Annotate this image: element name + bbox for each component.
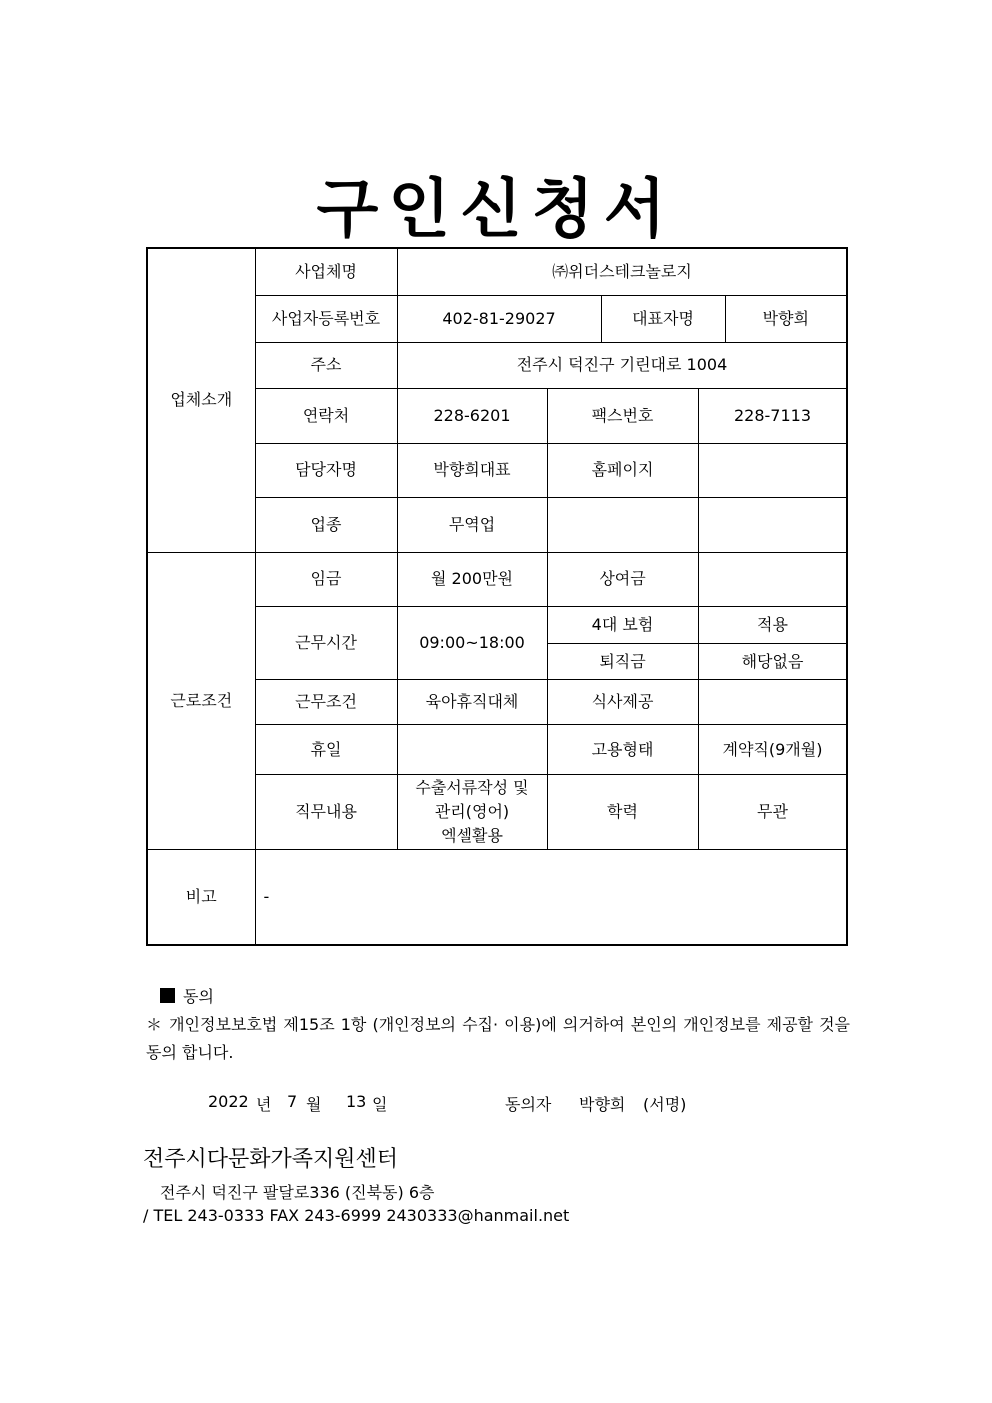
company-name-label: 사업체명	[255, 248, 397, 295]
severance-value: 해당없음	[698, 644, 847, 680]
meal-label: 식사제공	[547, 680, 698, 725]
sign-day-unit: 일	[372, 1095, 388, 1114]
organization-name: 전주시다문화가족지원센터	[143, 1147, 399, 1172]
industry-extra-empty	[547, 497, 698, 552]
consent-text: ＊ 개인정보보호법 제15조 1항 (개인정보의 수집· 이용)에 의거하여 본인의 개인정보를 제공할 것을 동의 합니다.	[146, 1015, 850, 1062]
reg-no-value: 402-81-29027	[398, 296, 602, 342]
holiday-label: 휴일	[255, 725, 397, 775]
sign-month: 7	[287, 1092, 298, 1111]
address-value: 전주시 덕진구 기린대로 1004	[397, 342, 847, 388]
work-cond-label: 근무조건	[255, 680, 397, 725]
sign-year: 2022	[208, 1092, 249, 1111]
consent-heading-text: 동의	[183, 987, 214, 1006]
severance-label: 퇴직금	[547, 644, 698, 680]
consent-section	[146, 984, 850, 1067]
work-cond-value: 육아휴직대체	[397, 680, 547, 725]
organization-address: 전주시 덕진구 팔달로336 (진북동) 6층	[160, 1183, 435, 1202]
ceo-value: 박향희	[762, 308, 809, 328]
ceo-label: 대표자명	[602, 296, 726, 342]
meal-value	[698, 680, 847, 725]
wage-value: 월 200만원	[397, 552, 547, 606]
homepage-value	[698, 443, 847, 497]
homepage-label: 홈페이지	[547, 443, 698, 497]
black-square-icon	[160, 988, 175, 1003]
education-value: 무관	[698, 775, 847, 850]
consent-heading	[160, 984, 850, 1007]
insurance-label: 4대 보험	[547, 606, 698, 643]
sign-day: 13	[346, 1092, 367, 1111]
education-label: 학력	[547, 775, 698, 850]
duty-line: 수출서류작성 및	[415, 778, 529, 798]
duty-value	[397, 775, 547, 850]
reg-no-label: 사업자등록번호	[255, 295, 397, 342]
hours-value: 09:00~18:00	[397, 606, 547, 679]
bonus-label: 상여금	[547, 552, 698, 606]
company-name-value: ㈜위더스테크놀로지	[397, 248, 847, 295]
industry-extra-empty-2	[698, 497, 847, 552]
hours-label: 근무시간	[255, 606, 397, 679]
holiday-value	[397, 725, 547, 775]
remarks-value: -	[255, 850, 847, 945]
organization-contact: / TEL 243-0333 FAX 243-6999 2430333@hanmail.net	[143, 1206, 570, 1225]
phone-value: 228-6201	[397, 388, 547, 443]
fax-label: 팩스번호	[547, 388, 698, 443]
sign-month-unit: 월	[306, 1095, 322, 1114]
employment-label: 고용형태	[547, 725, 698, 775]
document-title: 구인신청서	[316, 172, 676, 247]
sign-year-unit: 년	[256, 1095, 272, 1114]
section-company: 업체소개	[147, 248, 255, 552]
section-remarks: 비고	[147, 850, 255, 945]
bonus-value	[698, 552, 847, 606]
industry-label: 업종	[255, 497, 397, 552]
manager-value: 박향희대표	[397, 443, 547, 497]
duty-label: 직무내용	[255, 775, 397, 850]
manager-label: 담당자명	[255, 443, 397, 497]
agreer-label: 동의자	[505, 1095, 552, 1114]
employment-value: 계약직(9개월)	[698, 725, 847, 775]
wage-label: 임금	[255, 552, 397, 606]
duty-line: 관리(영어)	[434, 802, 510, 822]
industry-value: 무역업	[397, 497, 547, 552]
phone-label: 연락처	[255, 388, 397, 443]
insurance-value: 적용	[698, 606, 847, 643]
sign-label: (서명)	[643, 1095, 687, 1114]
fax-value: 228-7113	[698, 388, 847, 443]
job-application-table	[146, 247, 848, 946]
agreer-name: 박향희	[579, 1095, 626, 1114]
address-label: 주소	[255, 342, 397, 388]
duty-line: 엑셀활용	[441, 826, 503, 846]
section-conditions: 근로조건	[147, 552, 255, 849]
